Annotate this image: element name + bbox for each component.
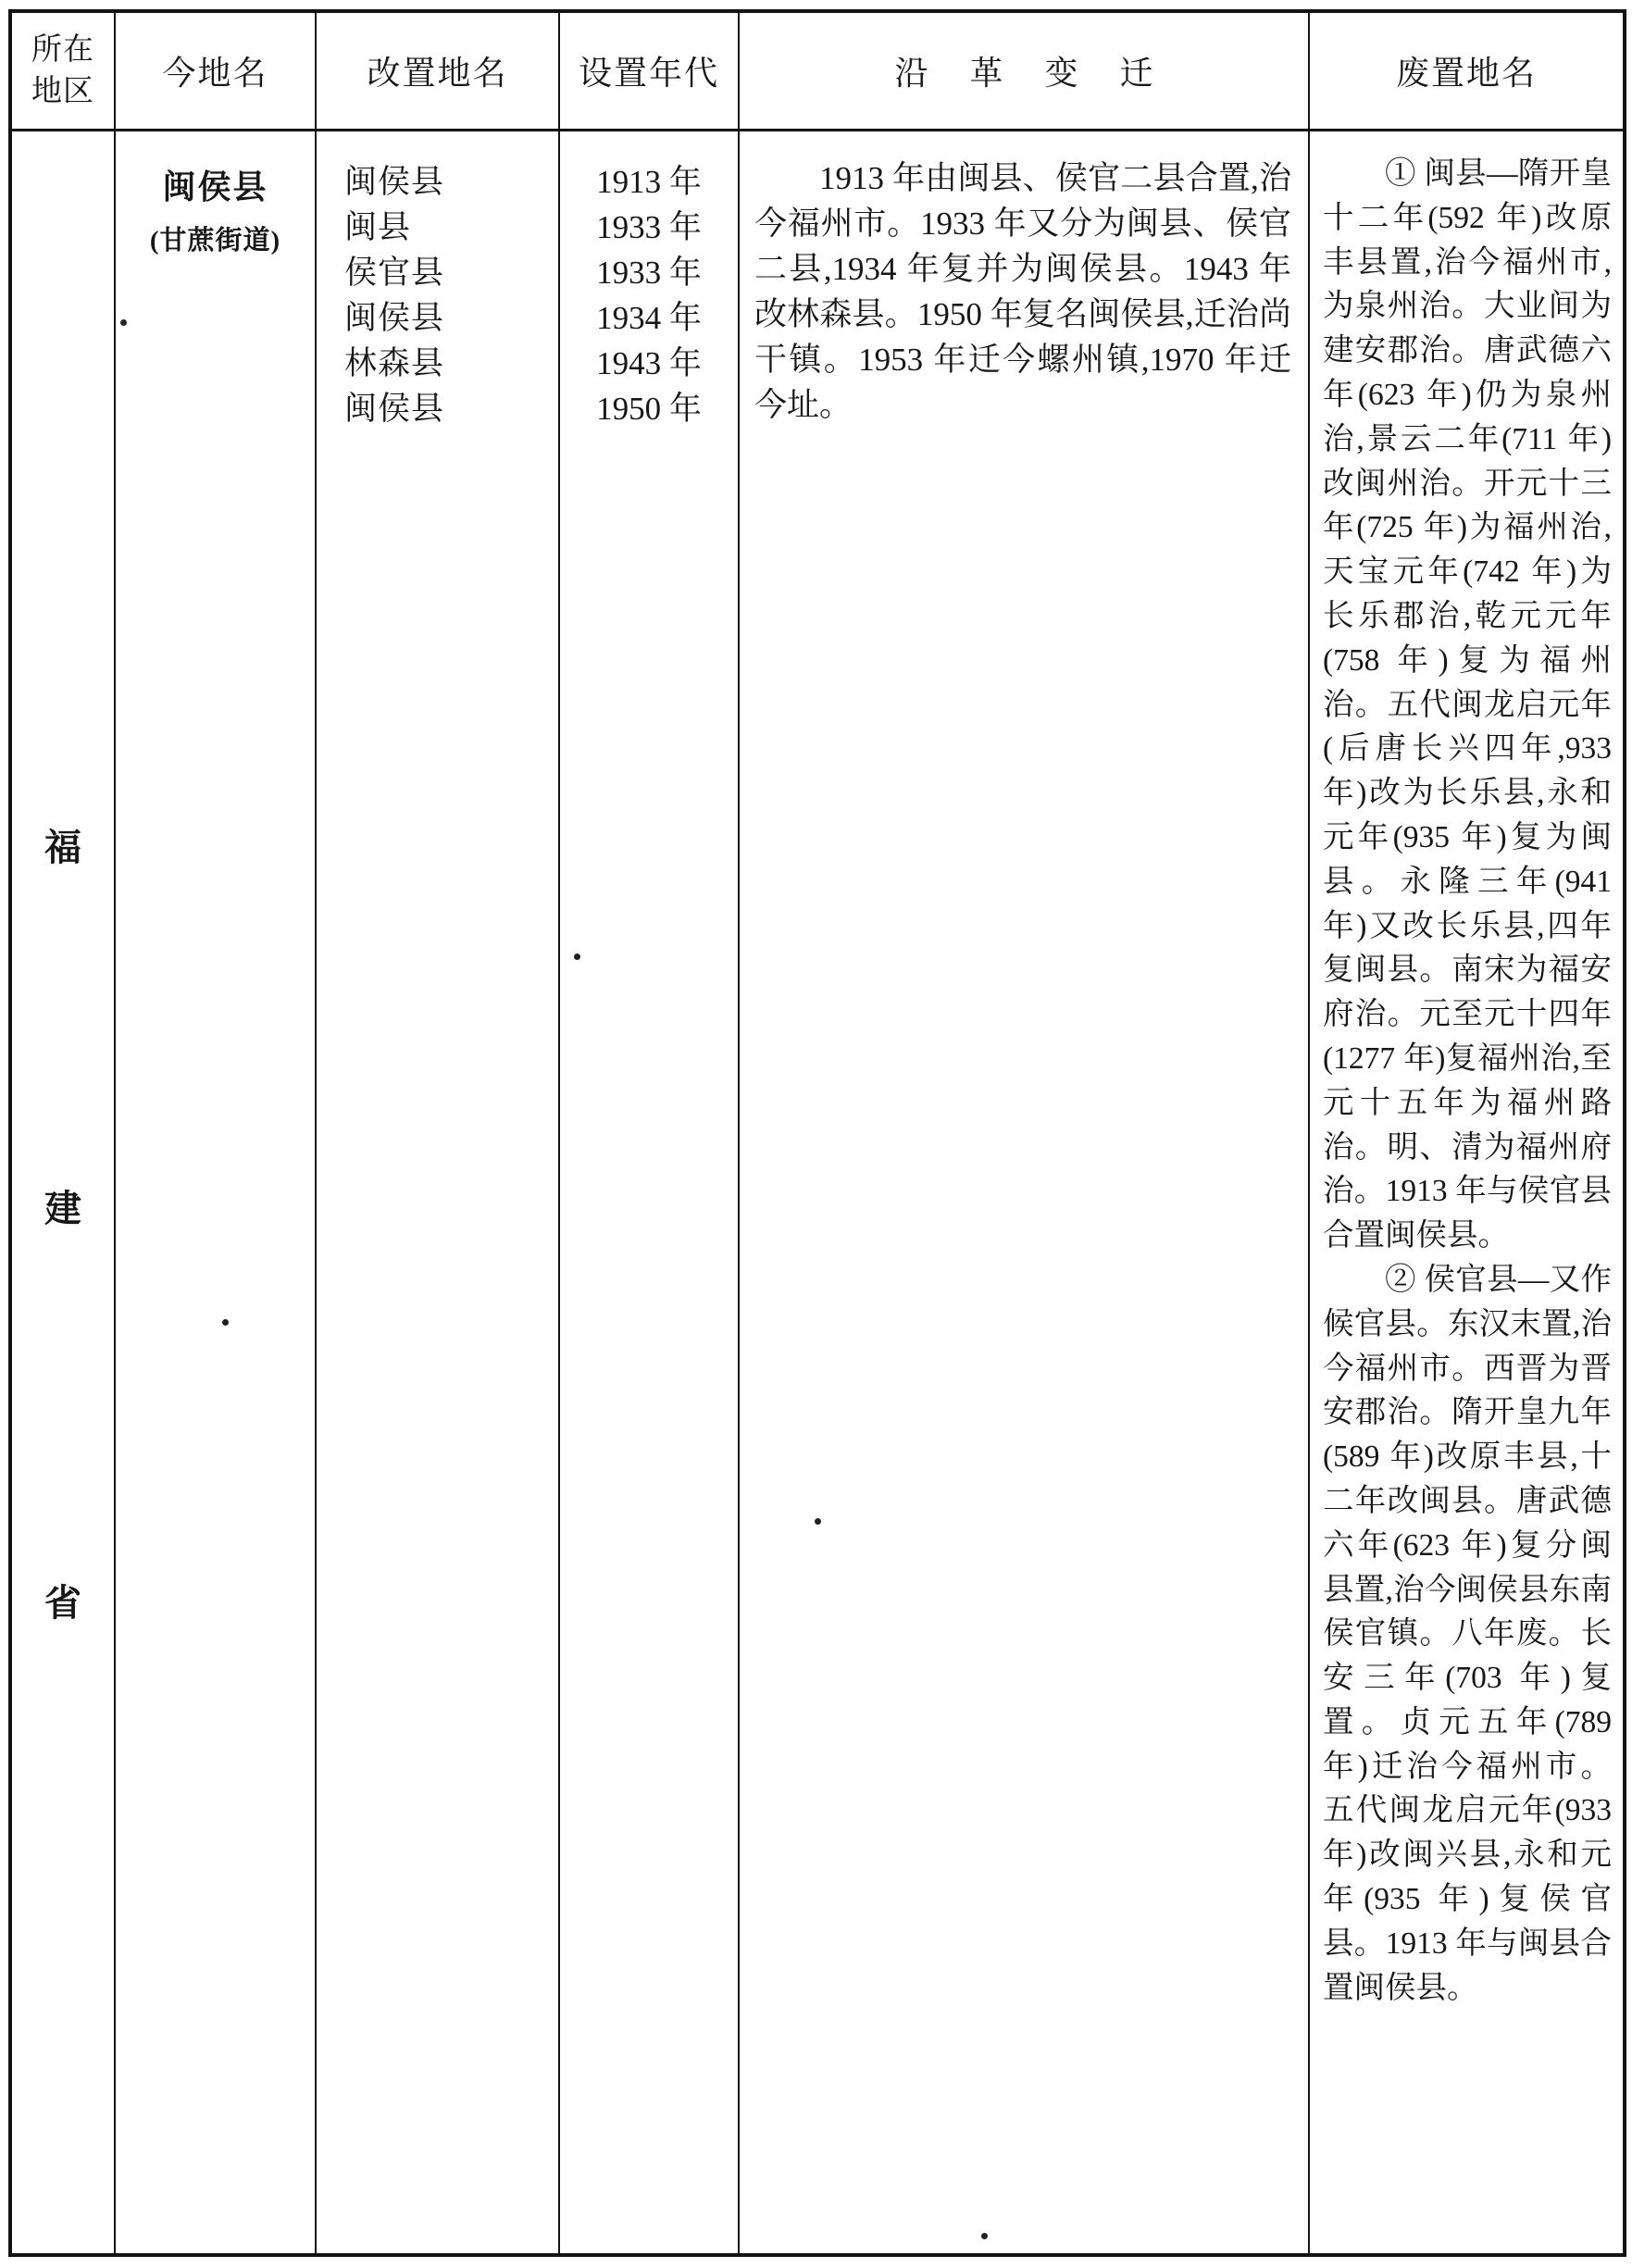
scan-speckle (815, 1518, 821, 1525)
header-history-label: 沿 革 变 迁 (894, 55, 1170, 92)
header-today-name-label: 今地名 (162, 55, 268, 92)
renamed-name: 林森县 (344, 345, 445, 381)
renamed-name: 闽侯县 (344, 391, 445, 427)
year-value: 1913 年 (596, 164, 702, 200)
region-char: 福 (44, 827, 81, 868)
header-region (12, 13, 116, 129)
scan-speckle (222, 1319, 229, 1326)
renamed-name: 侯官县 (344, 255, 445, 291)
header-today-name (116, 13, 317, 129)
scan-speckle (574, 953, 580, 960)
table-row (12, 131, 1623, 2253)
year-value: 1943 年 (596, 345, 702, 381)
header-year (560, 13, 740, 129)
cell-history (740, 131, 1310, 2253)
header-renamed-label: 改置地名 (367, 55, 508, 92)
year-value: 1934 年 (596, 300, 702, 336)
today-subname: (甘蔗街道) (149, 226, 281, 255)
gazetteer-table (8, 9, 1626, 2257)
cell-region (12, 131, 116, 2253)
scan-speckle (981, 2233, 988, 2239)
region-char: 建 (44, 1188, 81, 1229)
cell-today-name (116, 131, 317, 2253)
header-region-line1: 所在 (31, 32, 94, 67)
cell-abolished-names (1310, 131, 1623, 2253)
renamed-name: 闽侯县 (344, 300, 445, 336)
table-header-row (12, 13, 1623, 131)
renamed-name: 闽县 (344, 209, 412, 245)
header-region-line2: 地区 (31, 74, 94, 108)
year-value: 1950 年 (596, 391, 702, 427)
header-renamed (317, 13, 560, 129)
header-abolished-label: 废置地名 (1395, 55, 1537, 92)
today-name: 闽侯县 (162, 168, 268, 206)
abolished-paragraph-2: ② 侯官县—又作候官县。东汉末置,治今福州市。西晋为晋安郡治。隋开皇九年(589 年)改原丰县,十二年改闽县。唐武德六年(623 年)复分闽县置,治今闽侯县东南侯官镇。八年废。长安三年(703 年)复置。贞元五年(789 年)迁治今福州市。五代闽龙启元年(933 年)改闽兴县,永和元年(935 年)复侯官县。1913 年与闽县合置闽侯县。 (1323, 1262, 1612, 2005)
history-paragraph: 1913 年由闽县、侯官二县合置,治今福州市。1933 年又分为闽县、侯官二县,1934 年复并为闽侯县。1943 年改林森县。1950 年复名闽侯县,迁治尚干镇。1953 年迁今螺州镇,1970 年迁今址。 (754, 160, 1291, 423)
abolished-paragraph-1: ① 闽县—隋开皇十二年(592 年)改原丰县置,治今福州市,为泉州治。大业间为建安郡治。唐武德六年(623 年)仍为泉州治,景云二年(711 年)改闽州治。开元十三年(725 年)为福州治,天宝元年(742 年)为长乐郡治,乾元元年(758 年)复为福州治。五代闽龙启元年(后唐长兴四年,933 年)改为长乐县,永和元年(935 年)复为闽县。永隆三年(941 年)又改长乐县,四年复闽县。南宋为福安府治。元至元十四年(1277 年)复福州治,至元十五年为福州路治。明、清为福州府治。1913 年与侯官县合置闽侯县。 (1323, 156, 1612, 1253)
scan-speckle (120, 319, 127, 326)
renamed-name: 闽侯县 (344, 164, 445, 200)
region-char: 省 (44, 1582, 81, 1624)
header-year-label: 设置年代 (578, 55, 719, 92)
cell-renamed-names (317, 131, 560, 2253)
cell-years (560, 131, 740, 2253)
year-value: 1933 年 (596, 255, 702, 291)
header-abolished (1310, 13, 1623, 129)
year-value: 1933 年 (596, 209, 702, 245)
header-history (740, 13, 1310, 129)
